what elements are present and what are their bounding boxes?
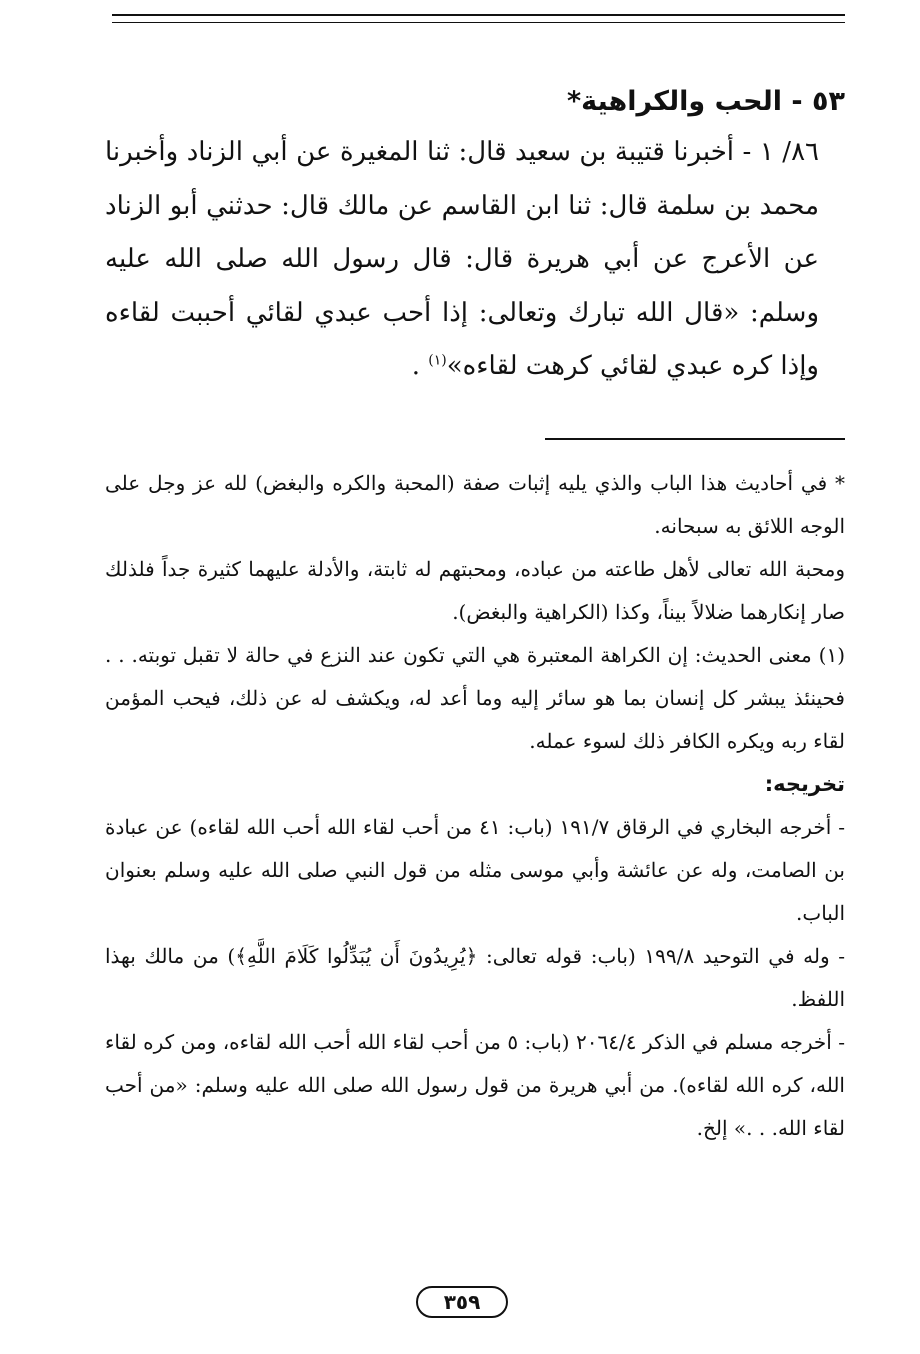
star-note-2: ومحبة الله تعالى لأهل طاعته من عباده، ومحبتهم له ثابتة، والأدلة عليهما كثيرة جداً فلذلك صار إنكارهما ضلالاً بيناً، وكذا (الكراهية والبغض). <box>105 557 845 624</box>
hadith-text-block <box>105 126 845 394</box>
star-note-1: * في أحاديث هذا الباب والذي يليه إثبات صفة (المحبة والكره والبغض) لله عز وجل على الوجه اللائق به سبحانه. <box>105 471 845 538</box>
footnotes-block <box>105 462 845 1150</box>
hadith-end-punct: . <box>411 351 421 381</box>
footnote-1: (١) معنى الحديث: إن الكراهة المعتبرة هي التي تكون عند النزع في حالة لا تقبل توبته. . . فحينئذ يبشر كل إنسان بما هو سائر إليه وما أعد له، ويكشف له عن ذلك، فيحب المؤمن لقاء ربه ويكره الكافر ذلك لسوء عمله. <box>105 643 845 753</box>
page-number: ٣٥٩ <box>416 1286 508 1318</box>
hadith-paragraph <box>105 126 845 394</box>
header-rule-bottom <box>112 22 845 23</box>
takhrij-item-3: - أخرجه مسلم في الذكر ٢٠٦٤/٤ (باب: ٥ من أحب لقاء الله أحب الله لقاءه، ومن كره لقاء الله، كره الله لقاءه). من أبي هريرة من قول رسول الله صلى الله عليه وسلم: «من أحب لقاء الله. . .» إلخ. <box>105 1030 845 1140</box>
footnote-reference: (١) <box>428 352 447 369</box>
chapter-title: ٥٣ - الحب والكراهية* <box>567 86 845 117</box>
takhrij-item-1: - أخرجه البخاري في الرقاق ١٩١/٧ (باب: ٤١ من أحب لقاء الله أحب الله لقاءه) عن عبادة بن الصامت، وله عن عائشة وأبي موسى مثله من قول النبي صلى الله عليه وسلم بعنوان الباب. <box>105 815 845 925</box>
header-rule-top <box>112 14 845 16</box>
takhrij-heading: تخريجه: <box>764 772 845 796</box>
hadith-text: ٨٦/ ١ - أخبرنا قتيبة بن سعيد قال: ثنا المغيرة عن أبي الزناد وأخبرنا محمد بن سلمة قال: ثنا ابن القاسم عن مالك قال: حدثني أبو الزناد عن الأعرج عن أبي هريرة قال: قال رسول الله صلى الله عليه وسلم: «قال الله تبارك وتعالى: إذا أحب عبدي لقائي أحببت لقاءه وإذا كره عبدي لقائي كرهت لقاءه» <box>105 137 819 381</box>
footnote-separator <box>545 438 845 440</box>
takhrij-item-2: - وله في التوحيد ١٩٩/٨ (باب: قوله تعالى: ﴿يُرِيدُونَ أَن يُبَدِّلُوا كَلَامَ اللَّهِ﴾) من مالك بهذا اللفظ. <box>105 944 845 1011</box>
